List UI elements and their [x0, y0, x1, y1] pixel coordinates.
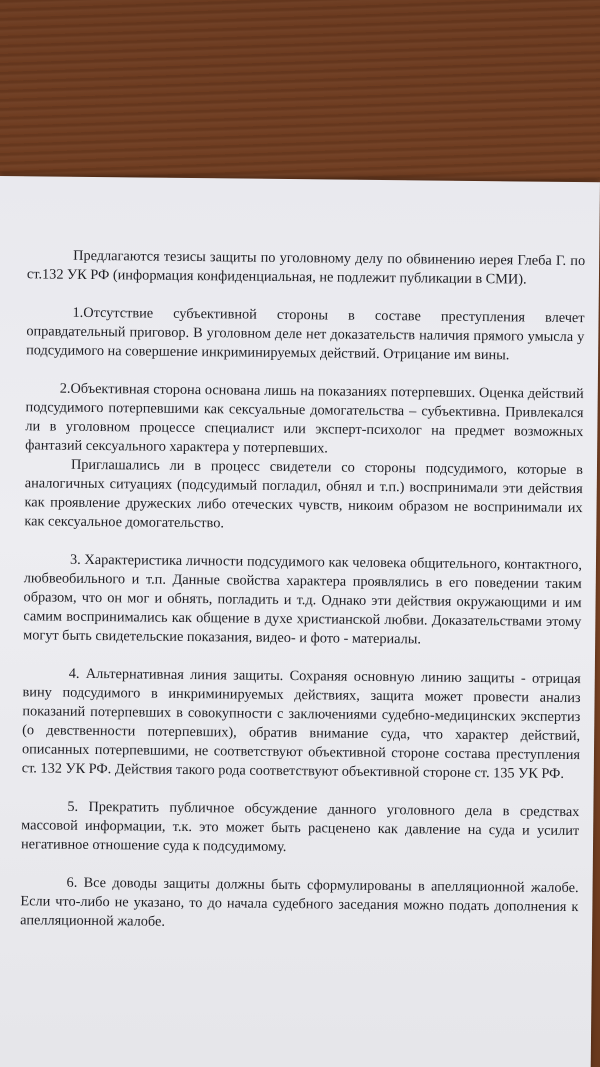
point-6-paragraph: 6. Все доводы защиты должны быть сформулированы в апелляционной жалобе. Если что-либо не указано, то до начала судебного заседания можно подать дополнения к апелляционной жалобе. — [20, 874, 579, 930]
intro-paragraph: Предлагаются тезисы защиты по уголовному делу по обвинению иерея Глеба Г. по ст.132 УК РФ (информация конфиденциальная, не подлежит публикации в СМИ). — [26, 247, 586, 288]
point-3-paragraph: 3. Характеристика личности подсудимого как человека общительного, контактного, любвеобильного и т.п. Данные свойства характера проявлялись в его поведении таким образом, что он мог и обнять, погладить и т.д. Однако эти действия окружающими и им самим воспринимались как общение в духе христианской любви. Доказательствами этому могут быть свидетельские показания, видео- и фото - материалы. — [23, 551, 583, 648]
point-2-continued-paragraph: Приглашались ли в процесс свидетели со стороны подсудимого, которые в аналогичных ситуациях (подсудимый погладил, обнял и т.п.) воспринимали эти действия как проявление дружеских либо отеческих чувств, никоим образом не воспринимали их как сексуальное домогательство. — [24, 456, 584, 532]
point-1-paragraph: 1.Отсутствие субъективной стороны в составе преступления влечет оправдательный приговор. В уголовном деле нет доказательств наличия прямого умысла у подсудимого на совершение инкриминируемых действий. Отрицание им вины. — [26, 304, 585, 364]
paper-sheet — [0, 176, 600, 1067]
point-2-paragraph: 2.Объективная сторона основана лишь на показаниях потерпевших. Оценка действий подсудимого потерпевшими как сексуальные домогательства – субъективна. Привлекался ли в уголовном процессе специалист или эксперт-психолог на предмет возможных фантазий сексуального характера у потерпевших. — [25, 380, 584, 457]
document-body — [20, 246, 585, 955]
wooden-table-background — [0, 0, 600, 200]
point-5-paragraph: 5. Прекратить публичное обсуждение данного уголовного дела в средствах массовой информации, т.к. это может быть расценено как давление на суда и усилит негативное отношение суда к подсудимому. — [20, 798, 580, 856]
point-4-paragraph: 4. Альтернативная линия защиты. Сохраняя основную линию защиты - отрицая вину подсудимого в инкриминируемых действиях, защита может провести анализ показаний потерпевших в совокупности с заключениями судебно-медицинских экспертиз (о девственности потерпевших), обратив внимание суда, что характер действий, описанных потерпевшими, не соответствуют объективной стороне состава преступления ст. 132 УК РФ. Действия такого рода соответствуют объективной стороне ст. 135 УК РФ. — [21, 665, 581, 782]
